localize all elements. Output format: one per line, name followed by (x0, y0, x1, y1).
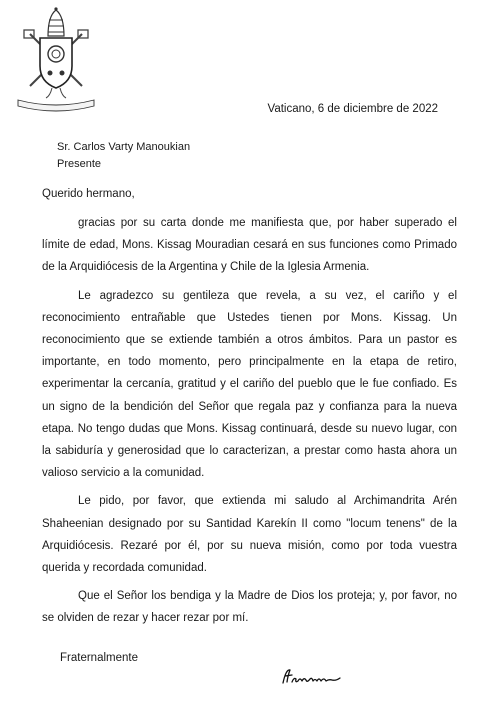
paragraph: Le agradezco su gentileza que revela, a su vez, el cariño y el reconocimiento entrañable que Ustedes tienen por Mons. Kissag. Un reconocimiento que se extiende también a otros ámbitos. Para un pastor es importante, en todo momento, pero principalmente en la etapa de retiro, experimentar la cercanía, gratitud y el cariño del pueblo que le fue confiado. Es un signo de la bendición del Señor que regala paz y confianza para la nueva etapa. No tengo dudas que Mons. Kissag continuará, desde su nuevo lugar, con la sabiduría y generosidad que lo caracterizan, a prestar como hasta ahora un valioso servicio a la comunidad. (42, 289, 457, 480)
paragraph: Que el Señor los bendiga y la Madre de Dios los proteja; y, por favor, no se olviden de rezar y hacer rezar por mí. (42, 590, 457, 625)
addressee-name: Sr. Carlos Varty Manoukian (57, 141, 191, 153)
letter-body (42, 212, 457, 636)
paragraph: gracias por su carta donde me manifiesta que, por haber superado el límite de edad, Mons. Kissag Mouradian cesará en sus funciones como Primado de la Arquidiócesis de la Argentina y Chile de la Iglesia Armenia. (42, 217, 457, 274)
coat-of-arms-icon (14, 6, 98, 114)
addressee-block (57, 139, 190, 173)
date-line: Vaticano, 6 de diciembre de 2022 (267, 103, 438, 115)
addressee-line2: Presente (57, 158, 102, 170)
salutation: Querido hermano, (42, 188, 135, 200)
handwritten-signature (280, 665, 350, 689)
paragraph: Le pido, por favor, que extienda mi saludo al Archimandrita Arén Shaheenian designado por su Santidad Karekín II como "locum tenens" de la Arquidiócesis. Rezaré por él, por su nueva misión, como por toda vuestra querida y recordada comunidad. (42, 495, 457, 575)
closing: Fraternalmente (60, 652, 138, 664)
